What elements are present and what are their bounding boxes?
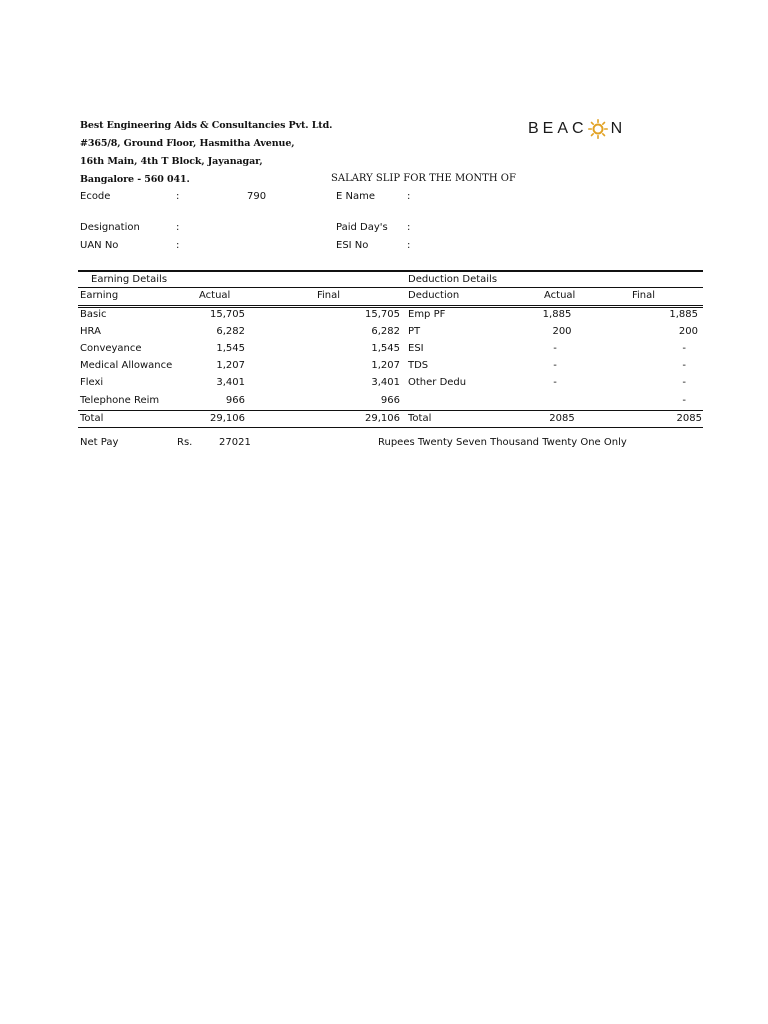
deduction-final: 1,885 <box>669 309 698 320</box>
deduction-details-title: Deduction Details <box>408 274 498 285</box>
deduction-final: 200 <box>678 326 698 337</box>
earning-final: 1,207 <box>371 360 400 371</box>
earning-actual: 966 <box>225 395 245 406</box>
earning-name: Telephone Reim <box>80 395 160 406</box>
company-name: Best Engineering Aids & Consultancies Pvt. Ltd. <box>80 120 333 131</box>
col-header-final: Final <box>317 290 341 301</box>
earning-name: Conveyance <box>80 343 142 354</box>
totals-bottom-rule <box>78 427 703 428</box>
deduction-actual: - <box>553 360 557 371</box>
col-header-d-final: Final <box>632 290 656 301</box>
logo-text-left: BEAC <box>528 120 588 137</box>
esi-label: ESI No <box>336 240 369 251</box>
deduction-name: Emp PF <box>408 309 446 320</box>
col-header-earning: Earning <box>80 290 119 301</box>
earning-final: 15,705 <box>365 309 400 320</box>
earning-final: 966 <box>380 395 400 406</box>
col-header-d-actual: Actual <box>544 290 576 301</box>
deduction-actual: - <box>553 343 557 354</box>
ename-separator: : <box>407 191 411 202</box>
earning-total-actual: 29,106 <box>210 413 245 424</box>
earning-details-title: Earning Details <box>91 274 168 285</box>
designation-separator: : <box>176 222 180 233</box>
ename-label: E Name <box>336 191 375 202</box>
earning-actual: 3,401 <box>216 377 245 388</box>
earning-name: Flexi <box>80 377 104 388</box>
earning-name: HRA <box>80 326 101 337</box>
net-pay-in-words: Rupees Twenty Seven Thousand Twenty One Only <box>378 437 627 448</box>
totals-top-rule <box>78 410 703 411</box>
company-address-line-3: Bangalore - 560 041. <box>80 174 190 185</box>
beacon-logo <box>528 118 626 140</box>
earning-final: 1,545 <box>371 343 400 354</box>
deduction-final: - <box>682 377 686 388</box>
deduction-actual: 200 <box>552 326 572 337</box>
company-address-line-2: 16th Main, 4th T Block, Jayanagar, <box>80 156 263 167</box>
earning-actual: 1,545 <box>216 343 245 354</box>
logo-text-right: N <box>610 120 627 137</box>
deduction-name: PT <box>408 326 421 337</box>
earning-final: 3,401 <box>371 377 400 388</box>
net-pay-label: Net Pay <box>80 437 119 448</box>
uan-separator: : <box>176 240 180 251</box>
earning-actual: 15,705 <box>210 309 245 320</box>
table-top-rule <box>78 270 703 272</box>
deduction-name: ESI <box>408 343 424 354</box>
designation-label: Designation <box>80 222 140 233</box>
company-address-line-1: #365/8, Ground Floor, Hasmitha Avenue, <box>80 138 295 149</box>
deduction-actual: - <box>553 377 557 388</box>
paid-days-separator: : <box>407 222 411 233</box>
ecode-separator: : <box>176 191 180 202</box>
deduction-name: TDS <box>408 360 429 371</box>
earning-name: Basic <box>80 309 107 320</box>
paid-days-label: Paid Day's <box>336 222 388 233</box>
deduction-total-label: Total <box>408 413 432 424</box>
earning-actual: 6,282 <box>216 326 245 337</box>
earning-actual: 1,207 <box>216 360 245 371</box>
net-pay-currency: Rs. <box>177 437 193 448</box>
deduction-final: - <box>682 395 686 406</box>
deduction-total-actual: 2085 <box>549 413 575 424</box>
slip-title: SALARY SLIP FOR THE MONTH OF <box>331 173 516 184</box>
header-rule-2 <box>78 307 703 308</box>
earning-total-final: 29,106 <box>365 413 400 424</box>
net-pay-value: 27021 <box>219 437 251 448</box>
earning-final: 6,282 <box>371 326 400 337</box>
header-rule-1 <box>78 305 703 306</box>
col-header-actual: Actual <box>199 290 231 301</box>
section-title-rule <box>78 287 703 288</box>
ecode-value: 790 <box>247 191 267 202</box>
deduction-actual: 1,885 <box>542 309 572 320</box>
deduction-name: Other Dedu <box>408 377 466 388</box>
uan-label: UAN No <box>80 240 119 251</box>
earning-total-label: Total <box>80 413 104 424</box>
deduction-final: - <box>682 343 686 354</box>
earning-name: Medical Allowance <box>80 360 173 371</box>
col-header-deduction: Deduction <box>408 290 460 301</box>
deduction-total-final: 2085 <box>676 413 702 424</box>
sun-icon <box>588 119 608 139</box>
deduction-final: - <box>682 360 686 371</box>
ecode-label: Ecode <box>80 191 111 202</box>
esi-separator: : <box>407 240 411 251</box>
